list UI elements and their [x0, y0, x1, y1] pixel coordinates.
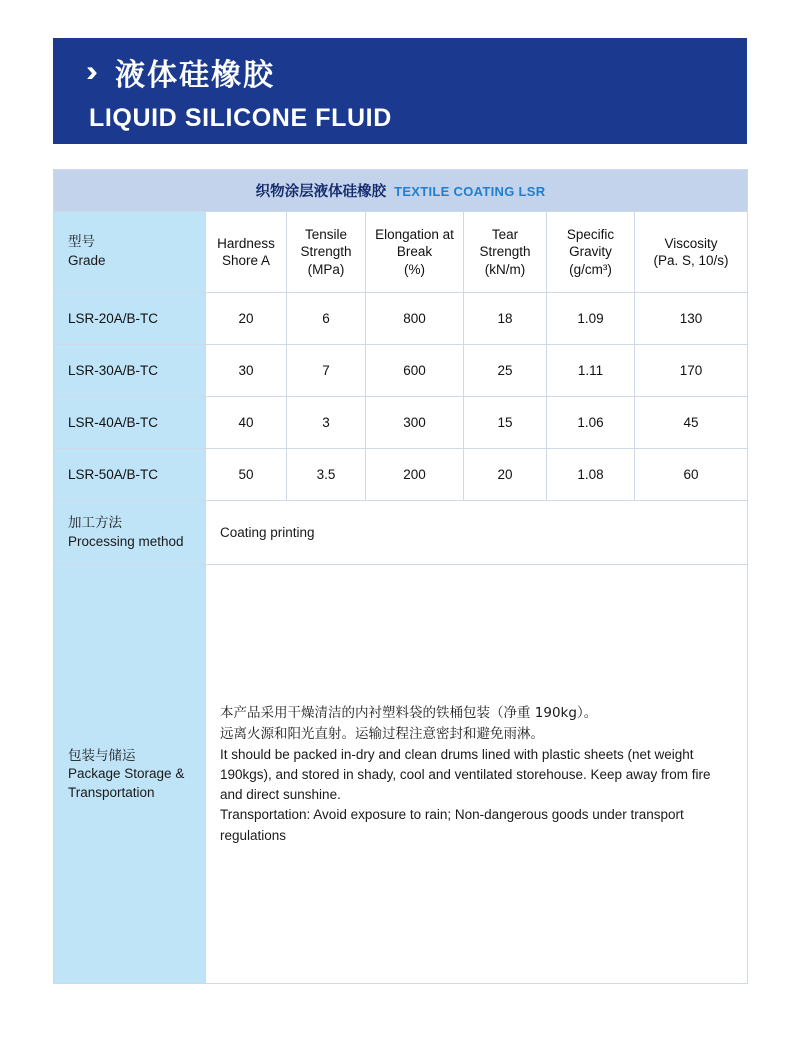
chevron-right-icon: ›: [85, 55, 99, 88]
cell-elongation: 300: [366, 396, 464, 448]
header-gravity-en2: Gravity: [569, 244, 612, 260]
section-title-cn: 织物涂层液体硅橡胶: [255, 184, 387, 200]
processing-label-en: Processing method: [68, 533, 184, 549]
cell-elongation: 600: [366, 344, 464, 396]
cell-gravity: 1.06: [547, 396, 635, 448]
package-text-cn2: 远离火源和阳光直射。运输过程注意密封和避免雨淋。: [220, 725, 544, 742]
header-tear-en: Tear: [491, 227, 519, 242]
header-tensile-en2: Strength: [300, 244, 352, 260]
spec-table: [53, 169, 748, 984]
header-viscosity-en: Viscosity: [664, 235, 718, 251]
header-tear-unit: (kN/m): [484, 261, 526, 277]
header-title-en: LIQUID SILICONE FLUID: [89, 104, 392, 132]
section-title-cell: [54, 170, 748, 212]
page-header-banner: [53, 38, 747, 144]
table-header-row: [54, 212, 748, 293]
header-hardness-unit: Shore A: [221, 252, 271, 268]
header-viscosity-unit: (Pa. S, 10/s): [653, 252, 729, 268]
cell-tear: 20: [464, 448, 547, 500]
section-title-en: TEXTILE COATING LSR: [394, 184, 546, 199]
processing-method-label: [54, 500, 206, 565]
processing-method-row: [54, 500, 748, 565]
header-gravity-en: Specific: [566, 227, 615, 242]
section-title-row: [54, 170, 748, 212]
header-elongation-en2: Break: [396, 244, 433, 260]
cell-hardness: 20: [206, 292, 287, 344]
processing-method-value: Coating printing: [206, 500, 748, 565]
cell-grade: LSR-30A/B-TC: [54, 344, 206, 396]
package-storage-row: [54, 565, 748, 984]
header-tensile-unit: (MPa): [307, 261, 345, 277]
cell-hardness: 50: [206, 448, 287, 500]
cell-viscosity: 170: [635, 344, 748, 396]
cell-gravity: 1.11: [547, 344, 635, 396]
package-label-cn: 包装与储运: [68, 748, 136, 765]
cell-elongation: 200: [366, 448, 464, 500]
cell-hardness: 40: [206, 396, 287, 448]
header-hardness-en: Hardness: [217, 235, 275, 251]
header-grade-en: Grade: [68, 252, 106, 268]
cell-tear: 25: [464, 344, 547, 396]
table-row: [54, 396, 748, 448]
package-storage-value: [206, 565, 748, 984]
cell-hardness: 30: [206, 344, 287, 396]
table-row: [54, 344, 748, 396]
header-cell-tensile: [287, 212, 366, 293]
header-tensile-en: Tensile: [304, 227, 348, 242]
header-cell-hardness: [206, 212, 287, 293]
cell-grade: LSR-50A/B-TC: [54, 448, 206, 500]
table-row: [54, 448, 748, 500]
header-grade-cn: 型号: [68, 234, 95, 251]
package-label-en2: Transportation: [68, 784, 155, 800]
package-text-cn1: 本产品采用干燥清洁的内衬塑料袋的铁桶包装（净重 190kg）。: [220, 704, 598, 721]
header-cell-elongation: [366, 212, 464, 293]
spec-table-wrapper: [53, 169, 747, 984]
table-row: [54, 292, 748, 344]
header-title-cn: 液体硅橡胶: [115, 58, 275, 93]
cell-tensile: 7: [287, 344, 366, 396]
cell-grade: LSR-20A/B-TC: [54, 292, 206, 344]
cell-tensile: 3: [287, 396, 366, 448]
header-elongation-en: Elongation at: [375, 227, 454, 242]
cell-elongation: 800: [366, 292, 464, 344]
header-gravity-unit: (g/cm³): [569, 261, 612, 277]
processing-label-cn: 加工方法: [68, 514, 122, 531]
cell-tensile: 6: [287, 292, 366, 344]
package-text-en1: It should be packed in-dry and clean drums lined with plastic sheets (net weight 190kgs), and stored in shady, cool and ventilated storehouse. Keep away from fire and direct sunshine.: [220, 746, 711, 803]
cell-grade: LSR-40A/B-TC: [54, 396, 206, 448]
cell-tear: 18: [464, 292, 547, 344]
header-tear-en2: Strength: [479, 244, 531, 260]
header-cell-viscosity: [635, 212, 748, 293]
header-cell-tear: [464, 212, 547, 293]
header-cell-grade: [54, 212, 206, 293]
header-cell-gravity: [547, 212, 635, 293]
cell-gravity: 1.09: [547, 292, 635, 344]
header-title-row: [87, 50, 747, 94]
cell-tear: 15: [464, 396, 547, 448]
header-elongation-unit: (%): [404, 261, 425, 277]
package-label-en1: Package Storage &: [68, 766, 185, 782]
cell-tensile: 3.5: [287, 448, 366, 500]
cell-gravity: 1.08: [547, 448, 635, 500]
cell-viscosity: 60: [635, 448, 748, 500]
package-storage-label: [54, 565, 206, 984]
cell-viscosity: 130: [635, 292, 748, 344]
cell-viscosity: 45: [635, 396, 748, 448]
package-text-en2: Transportation: Avoid exposure to rain; Non-dangerous goods under transport regulations: [220, 807, 684, 843]
